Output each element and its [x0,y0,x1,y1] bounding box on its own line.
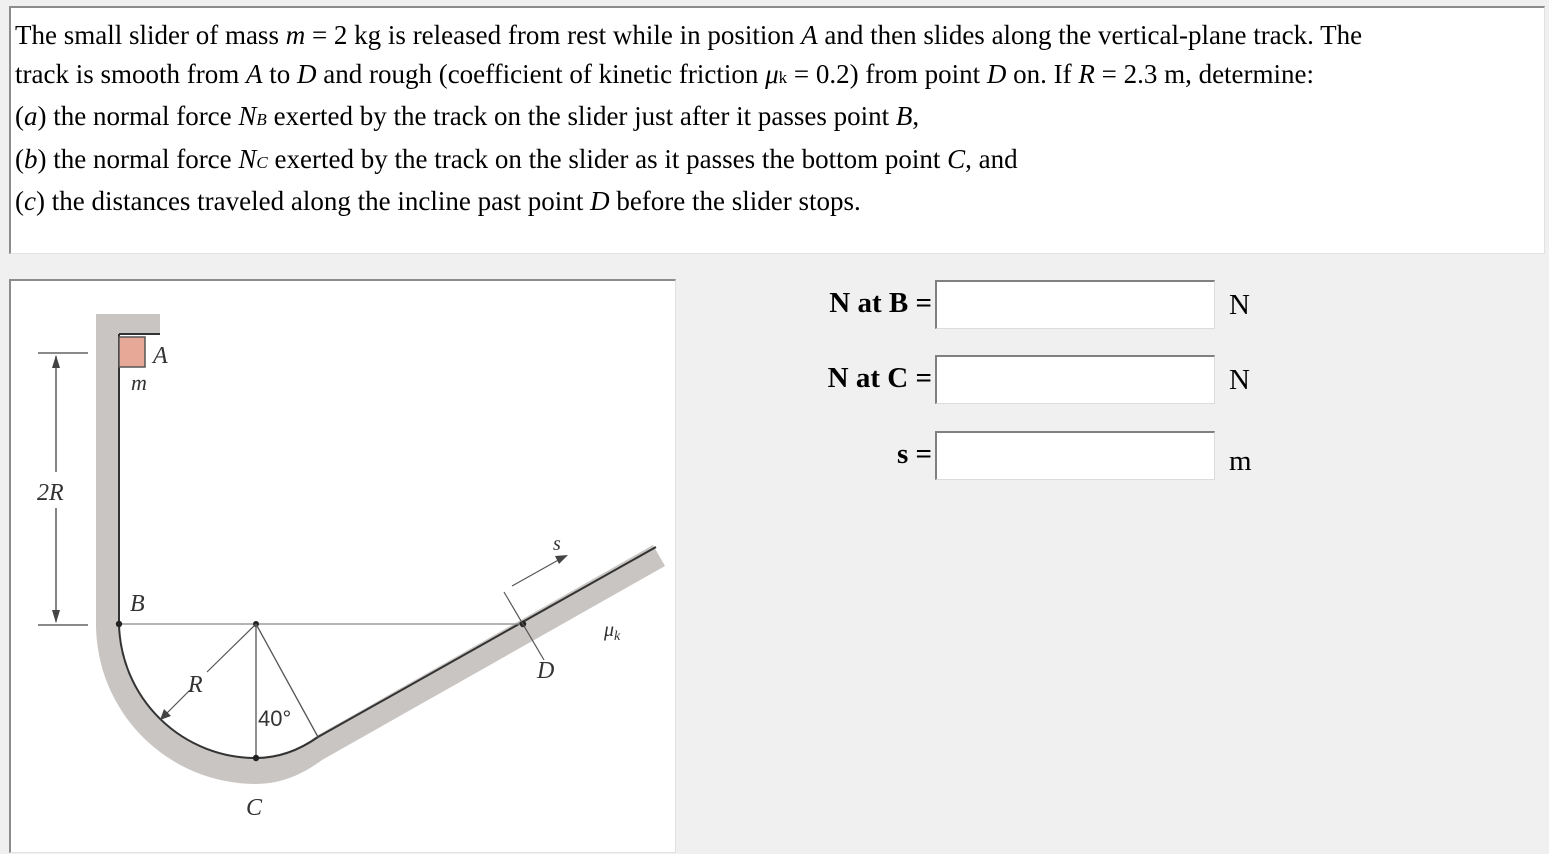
label-s: s [553,533,561,555]
n-at-b-input[interactable] [935,280,1215,329]
answer-label-n-at-c: N at C = [827,362,932,394]
radius-line-R [207,624,256,672]
n-at-c-input[interactable] [935,355,1215,404]
subscript: C [256,152,268,172]
var: D [590,186,610,216]
text: = 0.2) from point [787,58,987,89]
dim-arrow-down [52,610,60,623]
var: N [238,143,257,174]
label-A: A [153,343,168,369]
mu-symbol: μ [604,619,615,641]
text: ( [15,101,24,131]
label-B: B [130,591,145,617]
answer-row-s [780,431,1260,479]
label-m: m [131,370,147,395]
var: c [24,186,36,216]
answer-unit-n-at-c: N [1229,364,1250,396]
problem-line-3 [15,97,1544,140]
text: exerted by the track on the slider as it passes the bottom point [267,143,948,174]
problem-line-5 [15,182,1544,221]
var: D [986,58,1007,89]
label-2R: 2R [37,480,64,506]
text: and rough (coefficient of kinetic friction [316,58,766,89]
var: C [947,143,966,174]
var: D [296,58,317,89]
var: A [801,20,818,50]
track-band [96,314,665,784]
dim-arrow-up [52,355,60,368]
text: ) the normal force [37,101,239,131]
var: B [895,101,913,131]
problem-line-2 [15,55,1544,98]
var: μ [765,58,779,89]
text: and then slides along the vertical-plane track. The [817,20,1363,50]
label-angle: 40° [258,706,292,731]
s-arrow-head [555,555,568,564]
text: ( [15,143,24,174]
track-diagram [9,279,676,853]
subscript: B [256,110,267,129]
problem-line-4 [15,140,1544,183]
label-D: D [537,658,555,684]
text: = 2.3 m, determine: [1094,58,1315,89]
s-arrow-line [512,558,562,586]
text: , [912,101,920,131]
text: track is smooth from [15,58,246,89]
text: ) the normal force [37,143,239,174]
answer-unit-s: m [1229,445,1252,477]
text: exerted by the track on the slider just after it passes point [266,101,896,131]
var: a [24,101,38,131]
answer-label-n-at-b: N at B = [829,287,932,319]
subscript: k [778,67,788,87]
var: A [245,58,263,89]
text: before the slider stops. [609,186,861,216]
label-R: R [188,672,203,698]
var: m [285,20,306,50]
point-B [116,621,122,627]
answer-label-s: s = [896,438,932,470]
point-C [253,755,259,761]
s-input[interactable] [935,431,1215,480]
answer-unit-n-at-b: N [1229,289,1250,321]
text: ) the distances traveled along the incline past point [35,186,591,216]
label-C: C [246,795,263,821]
text: = 2 kg is released from rest while in position [305,20,802,50]
text: to [262,58,297,89]
text: ( [15,186,24,216]
label-mu [603,619,621,644]
problem-line-1 [15,16,1544,55]
text: , and [965,143,1018,174]
track-figure [9,279,676,853]
mu-subscript: k [614,629,621,644]
answer-row-n-at-b [780,280,1260,328]
problem-statement [9,6,1545,254]
var: R [1078,58,1095,89]
answer-row-n-at-c [780,355,1260,403]
text: on. If [1006,58,1079,89]
slider-block [119,337,145,367]
var: N [238,101,257,131]
text: The small slider of mass [15,20,286,50]
var: b [24,143,38,174]
